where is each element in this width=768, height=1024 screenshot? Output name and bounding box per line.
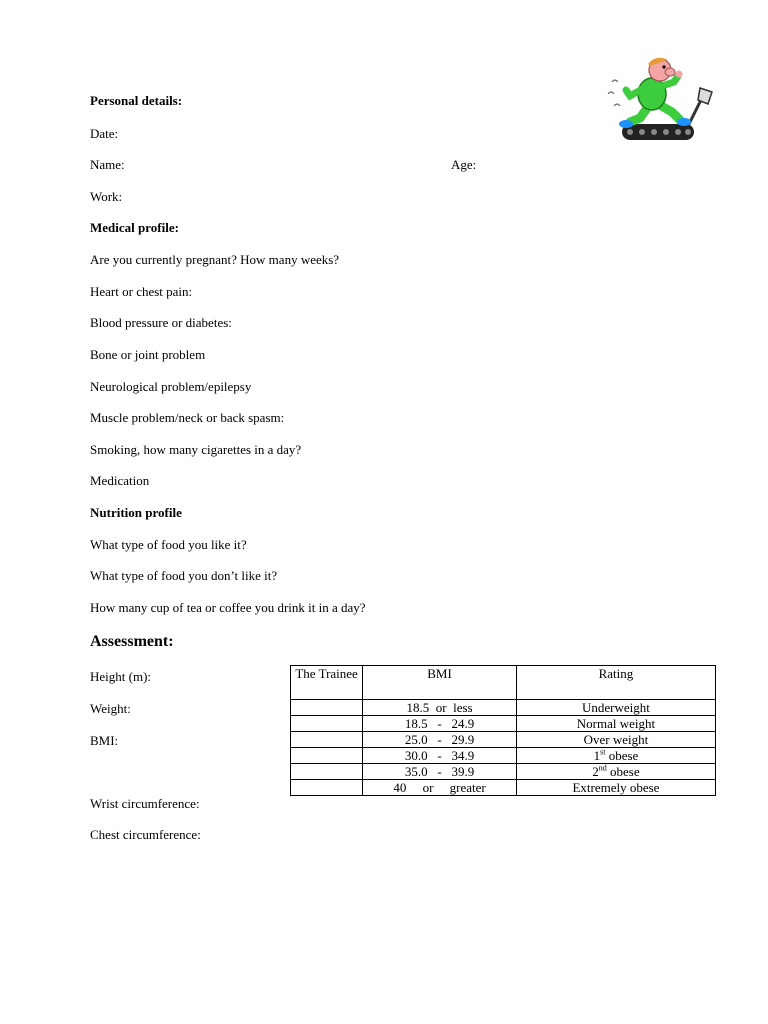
medical-item: Muscle problem/neck or back spasm:: [90, 410, 285, 425]
table-row: [291, 732, 716, 748]
table-header-row: [291, 666, 716, 700]
table-row: [291, 716, 716, 732]
bmi-range-cell: 30.0 - 34.9: [363, 748, 517, 764]
medical-item: Are you currently pregnant? How many weeks?: [90, 252, 340, 267]
bmi-range-cell: 25.0 - 29.9: [363, 732, 517, 748]
rating-cell: 2nd obese: [516, 764, 715, 780]
nutrition-profile-heading: Nutrition profile: [90, 505, 182, 520]
medical-item: Neurological problem/epilepsy: [90, 379, 252, 394]
medical-item: Blood pressure or diabetes:: [90, 315, 232, 330]
bmi-range-cell: 35.0 - 39.9: [363, 764, 517, 780]
bmi-range-cell: 40 or greater: [363, 780, 517, 796]
treadmill-runner-icon: [600, 52, 716, 152]
medical-item: Medication: [90, 473, 150, 488]
rating-cell: Over weight: [516, 732, 715, 748]
header-trainee: The Trainee: [291, 666, 363, 700]
rating-cell: 1st obese: [516, 748, 715, 764]
table-row: [291, 764, 716, 780]
chest-circumference-label: Chest circumference:: [90, 827, 201, 842]
bmi-range-cell: 18.5 - 24.9: [363, 716, 517, 732]
medical-item: Bone or joint problem: [90, 347, 206, 362]
name-label: Name:: [90, 157, 125, 172]
medical-profile-heading: Medical profile:: [90, 220, 179, 235]
rating-cell: Normal weight: [516, 716, 715, 732]
wrist-circumference-label: Wrist circumference:: [90, 796, 200, 811]
date-label: Date:: [90, 126, 119, 141]
trainee-cell: [291, 748, 363, 764]
age-label: Age:: [451, 157, 477, 172]
header-rating: Rating: [516, 666, 715, 700]
nutrition-item: What type of food you like it?: [90, 537, 247, 552]
table-row: [291, 700, 716, 716]
header-bmi: BMI: [363, 666, 517, 700]
bmi-label: BMI:: [90, 733, 119, 748]
nutrition-item: What type of food you don’t like it?: [90, 568, 278, 583]
height-label: Height (m):: [90, 669, 152, 684]
trainee-cell: [291, 700, 363, 716]
bmi-table: [290, 665, 716, 796]
nutrition-item: How many cup of tea or coffee you drink it in a day?: [90, 600, 366, 615]
rating-cell: Underweight: [516, 700, 715, 716]
rating-cell: Extremely obese: [516, 780, 715, 796]
work-label: Work:: [90, 189, 123, 204]
assessment-heading: Assessment:: [90, 633, 174, 650]
trainee-cell: [291, 764, 363, 780]
trainee-cell: [291, 780, 363, 796]
table-row: [291, 748, 716, 764]
medical-item: Heart or chest pain:: [90, 284, 193, 299]
trainee-cell: [291, 716, 363, 732]
trainee-cell: [291, 732, 363, 748]
table-row: [291, 780, 716, 796]
bmi-range-cell: 18.5 or less: [363, 700, 517, 716]
medical-item: Smoking, how many cigarettes in a day?: [90, 442, 302, 457]
personal-details-heading: Personal details:: [90, 93, 183, 108]
weight-label: Weight:: [90, 701, 131, 716]
